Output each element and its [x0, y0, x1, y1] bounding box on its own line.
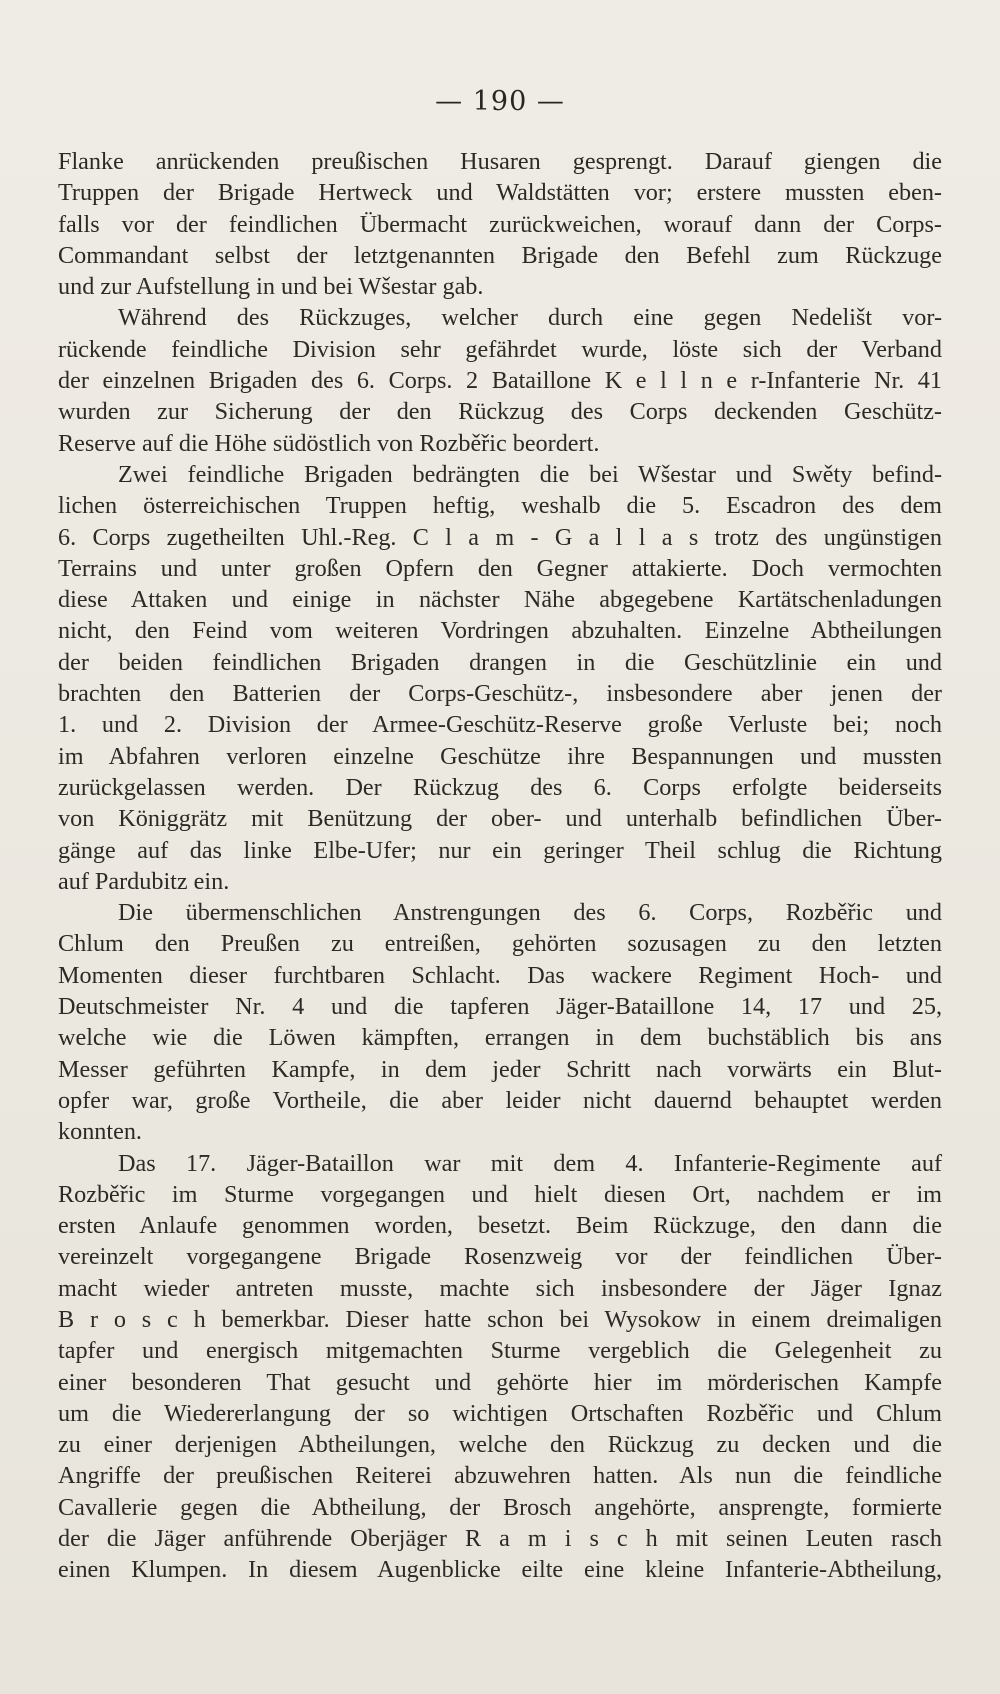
text-line: Angriffe der preußischen Reiterei abzuwehren hatten. Als nun die feindliche: [58, 1462, 942, 1490]
text-line: ersten Anlaufe genommen worden, besetzt. Beim Rückzuge, den dann die: [58, 1212, 942, 1240]
text-line: Reserve auf die Höhe südöstlich von Rozběřic beordert.: [58, 429, 600, 457]
text-line: opfer war, große Vortheile, die aber leider nicht dauernd behauptet werden: [58, 1086, 942, 1114]
text-line: von Königgrätz mit Benützung der ober- und unterhalb befindlichen Über-: [58, 805, 942, 833]
text-line: Flanke anrückenden preußischen Husaren gesprengt. Darauf giengen die: [58, 148, 942, 175]
text-line: im Abfahren verloren einzelne Geschütze ihre Bespannungen und mussten: [58, 742, 942, 770]
text-line: nicht, den Feind vom weiteren Vordringen abzuhalten. Einzelne Abtheilungen: [58, 617, 942, 645]
text-line: Das 17. Jäger-Bataillon war mit dem 4. Infanterie-Regimente auf: [118, 1149, 942, 1177]
text-line: um die Wiedererlangung der so wichtigen Ortschaften Rozběřic und Chlum: [58, 1399, 942, 1427]
text-line: 1. und 2. Division der Armee-Geschütz-Reserve große Verluste bei; noch: [58, 711, 942, 739]
text-line: falls vor der feindlichen Übermacht zurückweichen, worauf dann der Corps-: [58, 210, 942, 238]
text-line: Commandant selbst der letztgenannten Brigade den Befehl zum Rückzuge: [58, 241, 942, 269]
text-line: zu einer derjenigen Abtheilungen, welche den Rückzug zu decken und die: [58, 1431, 942, 1459]
text-line: Die übermenschlichen Anstrengungen des 6. Corps, Rozběřic und: [118, 899, 942, 927]
text-line: rückende feindliche Division sehr gefährdet wurde, löste sich der Verband: [58, 335, 942, 363]
text-line: Truppen der Brigade Hertweck und Waldstätten vor; erstere mussten eben-: [58, 179, 942, 207]
text-line: vereinzelt vorgegangene Brigade Rosenzweig vor der feindlichen Über-: [58, 1243, 942, 1271]
text-line: konnten.: [58, 1118, 142, 1146]
text-line: diese Attaken und einige in nächster Nähe abgegebene Kartätschenladungen: [58, 586, 942, 614]
text-line: einen Klumpen. In diesem Augenblicke eilte eine kleine Infanterie-Abtheilung,: [58, 1556, 942, 1584]
body-text: [58, 146, 942, 1586]
text-line: B r o s c h bemerkbar. Dieser hatte schon bei Wysokow in einem dreimaligen: [58, 1305, 942, 1333]
text-line: Terrains und unter großen Opfern den Gegner attakierte. Doch vermochten: [58, 554, 942, 582]
text-line: Während des Rückzuges, welcher durch eine gegen Nedelišt vor-: [118, 304, 942, 332]
text-line: 6. Corps zugetheilten Uhl.-Reg. C l a m - G a l l a s trotz des ungünstigen: [58, 523, 942, 551]
text-line: Rozběřic im Sturme vorgegangen und hielt diesen Ort, nachdem er im: [58, 1180, 942, 1208]
text-line: zurückgelassen werden. Der Rückzug des 6. Corps erfolgte beiderseits: [58, 773, 942, 801]
text-line: gänge auf das linke Elbe-Ufer; nur ein geringer Theil schlug die Richtung: [58, 836, 942, 864]
text-line: einer besonderen That gesucht und gehörte hier im mörderischen Kampfe: [58, 1368, 942, 1396]
text-line: Deutschmeister Nr. 4 und die tapferen Jäger-Bataillone 14, 17 und 25,: [58, 993, 942, 1021]
text-line: der beiden feindlichen Brigaden drangen in die Geschützlinie ein und: [58, 648, 942, 676]
text-line: brachten den Batterien der Corps-Geschütz-, insbesondere aber jenen der: [58, 680, 942, 708]
text-line: Messer geführten Kampfe, in dem jeder Schritt nach vorwärts ein Blut-: [58, 1055, 942, 1083]
text-line: macht wieder antreten musste, machte sich insbesondere der Jäger Ignaz: [58, 1274, 942, 1302]
text-line: welche wie die Löwen kämpften, errangen in dem buchstäblich bis ans: [58, 1024, 942, 1052]
text-line: Cavallerie gegen die Abtheilung, der Brosch angehörte, ansprengte, formierte: [58, 1493, 942, 1521]
text-line: tapfer und energisch mitgemachten Sturme vergeblich die Gelegenheit zu: [58, 1337, 942, 1365]
text-line: Zwei feindliche Brigaden bedrängten die bei Wšestar und Swěty befind-: [118, 460, 942, 488]
text-line: und zur Aufstellung in und bei Wšestar gab.: [58, 273, 484, 301]
text-line: auf Pardubitz ein.: [58, 867, 230, 895]
text-line: Chlum den Preußen zu entreißen, gehörten sozusagen zu den letzten: [58, 930, 942, 958]
text-line: der einzelnen Brigaden des 6. Corps. 2 Bataillone K e l l n e r-Infanterie Nr. 41: [58, 367, 942, 395]
text-line: Momenten dieser furchtbaren Schlacht. Das wackere Regiment Hoch- und: [58, 961, 942, 989]
text-line: wurden zur Sicherung der den Rückzug des Corps deckenden Geschütz-: [58, 398, 942, 426]
page-number: — 190 —: [435, 86, 565, 117]
text-line: lichen österreichischen Truppen heftig, weshalb die 5. Escadron des dem: [58, 492, 942, 520]
text-line: der die Jäger anführende Oberjäger R a m i s c h mit seinen Leuten rasch: [58, 1525, 942, 1553]
